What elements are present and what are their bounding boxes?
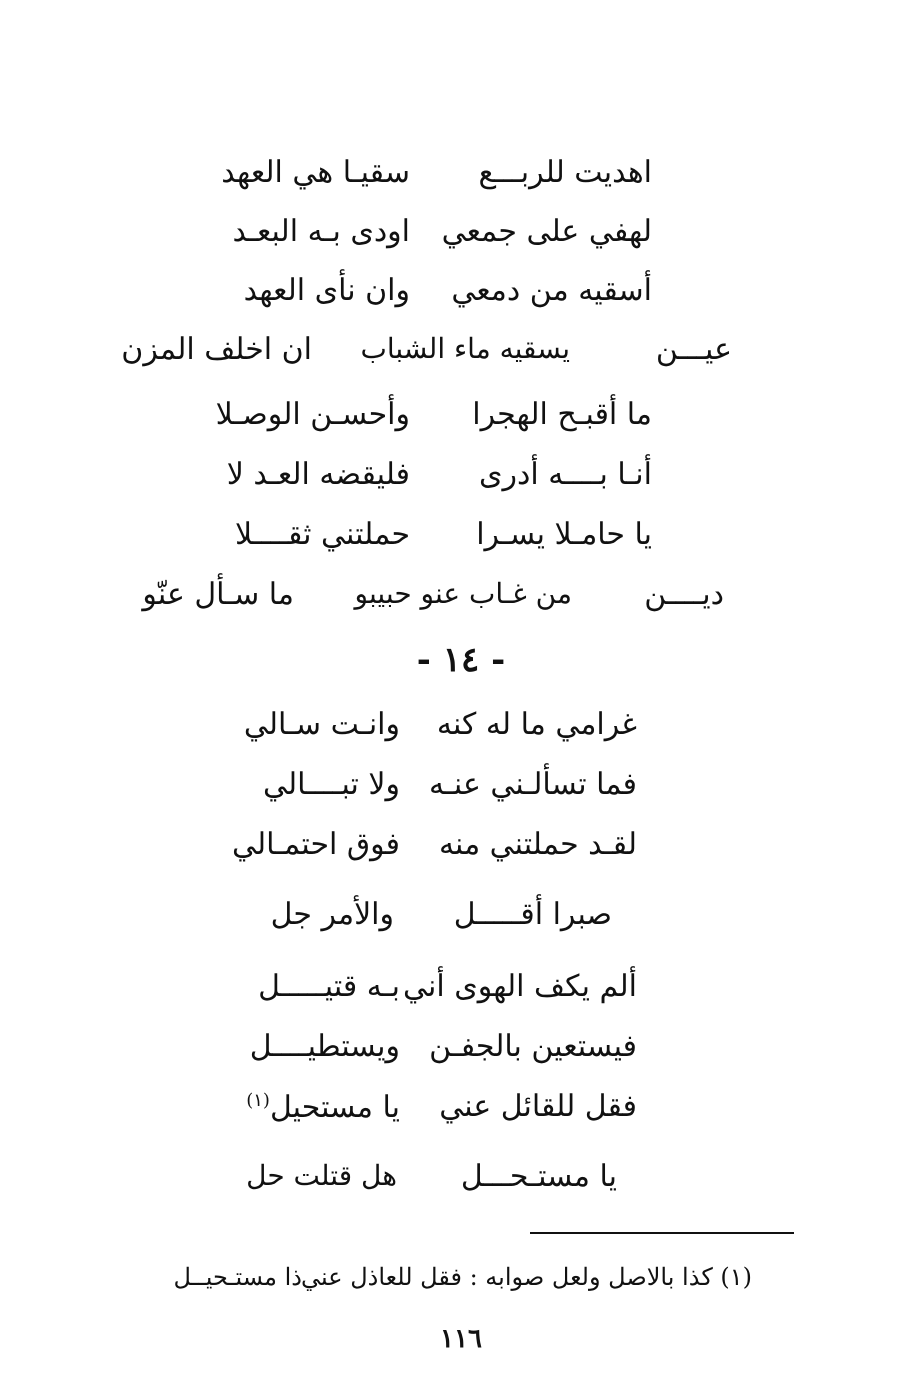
verse-second-hemistich	[246, 1092, 400, 1123]
refrain-word: عيـــن	[655, 332, 732, 367]
verse-second-hemistich: وان نأى العهد	[243, 273, 410, 308]
verse-second-hemistich: بـه قتيـــــل	[258, 969, 400, 1004]
verse-text: يا مستحيل	[269, 1090, 400, 1125]
verse-second-hemistich: هل قتلت حل	[246, 1159, 397, 1192]
refrain-phrase: يسقيه ماء الشباب	[360, 332, 570, 365]
verse-first-hemistich: فيستعين بالجفـن	[429, 1029, 637, 1064]
refrain-phrase: ما سـأل عنّو	[142, 577, 294, 612]
verse-second-hemistich: فوق احتمـالي	[231, 827, 400, 862]
verse-first-hemistich: يا حامـلا يسـرا	[476, 517, 652, 552]
verse-second-hemistich: ويستطيــــل	[249, 1029, 400, 1064]
footnote-divider	[530, 1232, 794, 1234]
verse-first-hemistich: فقل للقائل عني	[439, 1089, 637, 1124]
verse-first-hemistich: اهديت للربـــع	[478, 155, 652, 190]
verse-second-hemistich: سقيـا هي العهد	[221, 155, 410, 190]
verse-second-hemistich: اودى بـه البعـد	[232, 214, 410, 249]
verse-first-hemistich: أسقيه من دمعي	[451, 273, 652, 308]
verse-second-hemistich: والأمر جل	[270, 897, 394, 932]
verse-first-hemistich: يا مستـحـــل	[460, 1159, 617, 1194]
verse-first-hemistich: ألم يكف الهوى أني	[403, 969, 637, 1004]
page-number: ١١٦	[440, 1324, 482, 1354]
verse-second-hemistich: فليقضه العـد لا	[226, 457, 410, 492]
verse-second-hemistich: وانـت سـالي	[243, 707, 400, 742]
verse-first-hemistich: غرامي ما له كنه	[436, 707, 637, 742]
section-number: - ١٤ -	[416, 640, 506, 680]
footnote-tail: ذا مستـحيــل	[173, 1263, 302, 1291]
verse-first-hemistich: لهفي على جمعي	[441, 214, 652, 249]
refrain-word: ديــــن	[644, 577, 724, 612]
verse-first-hemistich: لقـد حملتني منه	[438, 827, 637, 862]
verse-second-hemistich: ولا تبــــالي	[263, 767, 400, 802]
footnote-text: (١) كذا بالاصل ولعل صوابه : فقل للعاذل عني	[301, 1263, 752, 1291]
verse-second-hemistich: وأحسـن الوصـلا	[215, 397, 410, 432]
refrain-phrase: ان اخلف المزن	[121, 332, 312, 367]
verse-first-hemistich: صبرا أقـــــل	[453, 897, 612, 932]
footnote-marker: (١)	[246, 1090, 270, 1111]
verse-first-hemistich: أنـا بــــه أدرى	[479, 457, 652, 492]
refrain-phrase: من غـاب عنو حبيبو	[354, 577, 572, 610]
verse-first-hemistich: ما أقبـح الهجرا	[472, 397, 652, 432]
verse-first-hemistich: فما تسألـني عنـه	[429, 767, 637, 802]
verse-second-hemistich: حملتني ثقــــلا	[234, 517, 410, 552]
